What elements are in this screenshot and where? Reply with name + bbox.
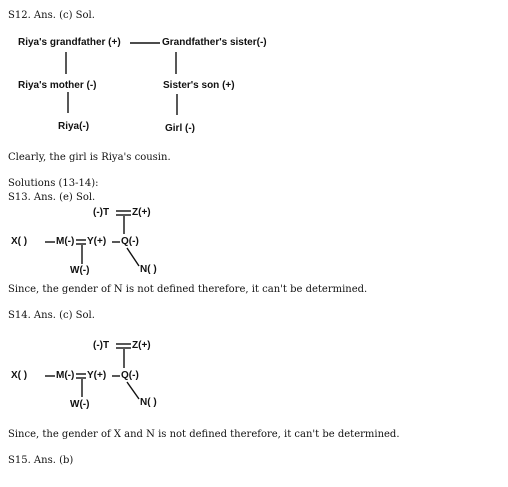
s13-node-y: Y(+) [87,236,107,247]
s14-node-y: Y(+) [87,370,107,381]
s13-node-n: N( ) [140,264,157,275]
node-grandfather: Riya's grandfather (+) [18,37,121,48]
s13-conclusion: Since, the gender of N is not defined therefore, it can't be determined. [8,284,368,295]
s14-node-n: N( ) [140,397,157,408]
s14-heading: S14. Ans. (c) Sol. [8,310,95,321]
s15-heading: S15. Ans. (b) [8,455,74,466]
s12-heading: S12. Ans. (c) Sol. [8,10,95,21]
s14-node-w: W(-) [70,399,90,410]
s14-node-z: Z(+) [132,340,151,351]
s14-conclusion: Since, the gender of X and N is not defined therefore, it can't be determined. [8,429,400,440]
solutions-heading: Solutions (13-14): [8,178,99,189]
s13-node-q: Q(-) [121,236,139,247]
s14-node-q: Q(-) [121,370,139,381]
s13-node-x: X( ) [11,236,28,247]
s13-node-t: (-)T [93,207,110,218]
s13-node-w: W(-) [70,265,90,276]
s14-node-x: X( ) [11,370,28,381]
node-mother: Riya's mother (-) [18,80,97,91]
s13-heading: S13. Ans. (e) Sol. [8,192,96,203]
s14-node-m: M(-) [56,370,75,381]
node-sisters-son: Sister's son (+) [163,80,235,91]
node-girl: Girl (-) [165,123,195,134]
node-riya: Riya(-) [58,121,90,132]
s13-node-z: Z(+) [132,207,151,218]
s14-node-t: (-)T [93,340,110,351]
node-grandfather-sister: Grandfather's sister(-) [162,37,267,48]
s12-conclusion: Clearly, the girl is Riya's cousin. [8,152,171,163]
s13-node-m: M(-) [56,236,75,247]
